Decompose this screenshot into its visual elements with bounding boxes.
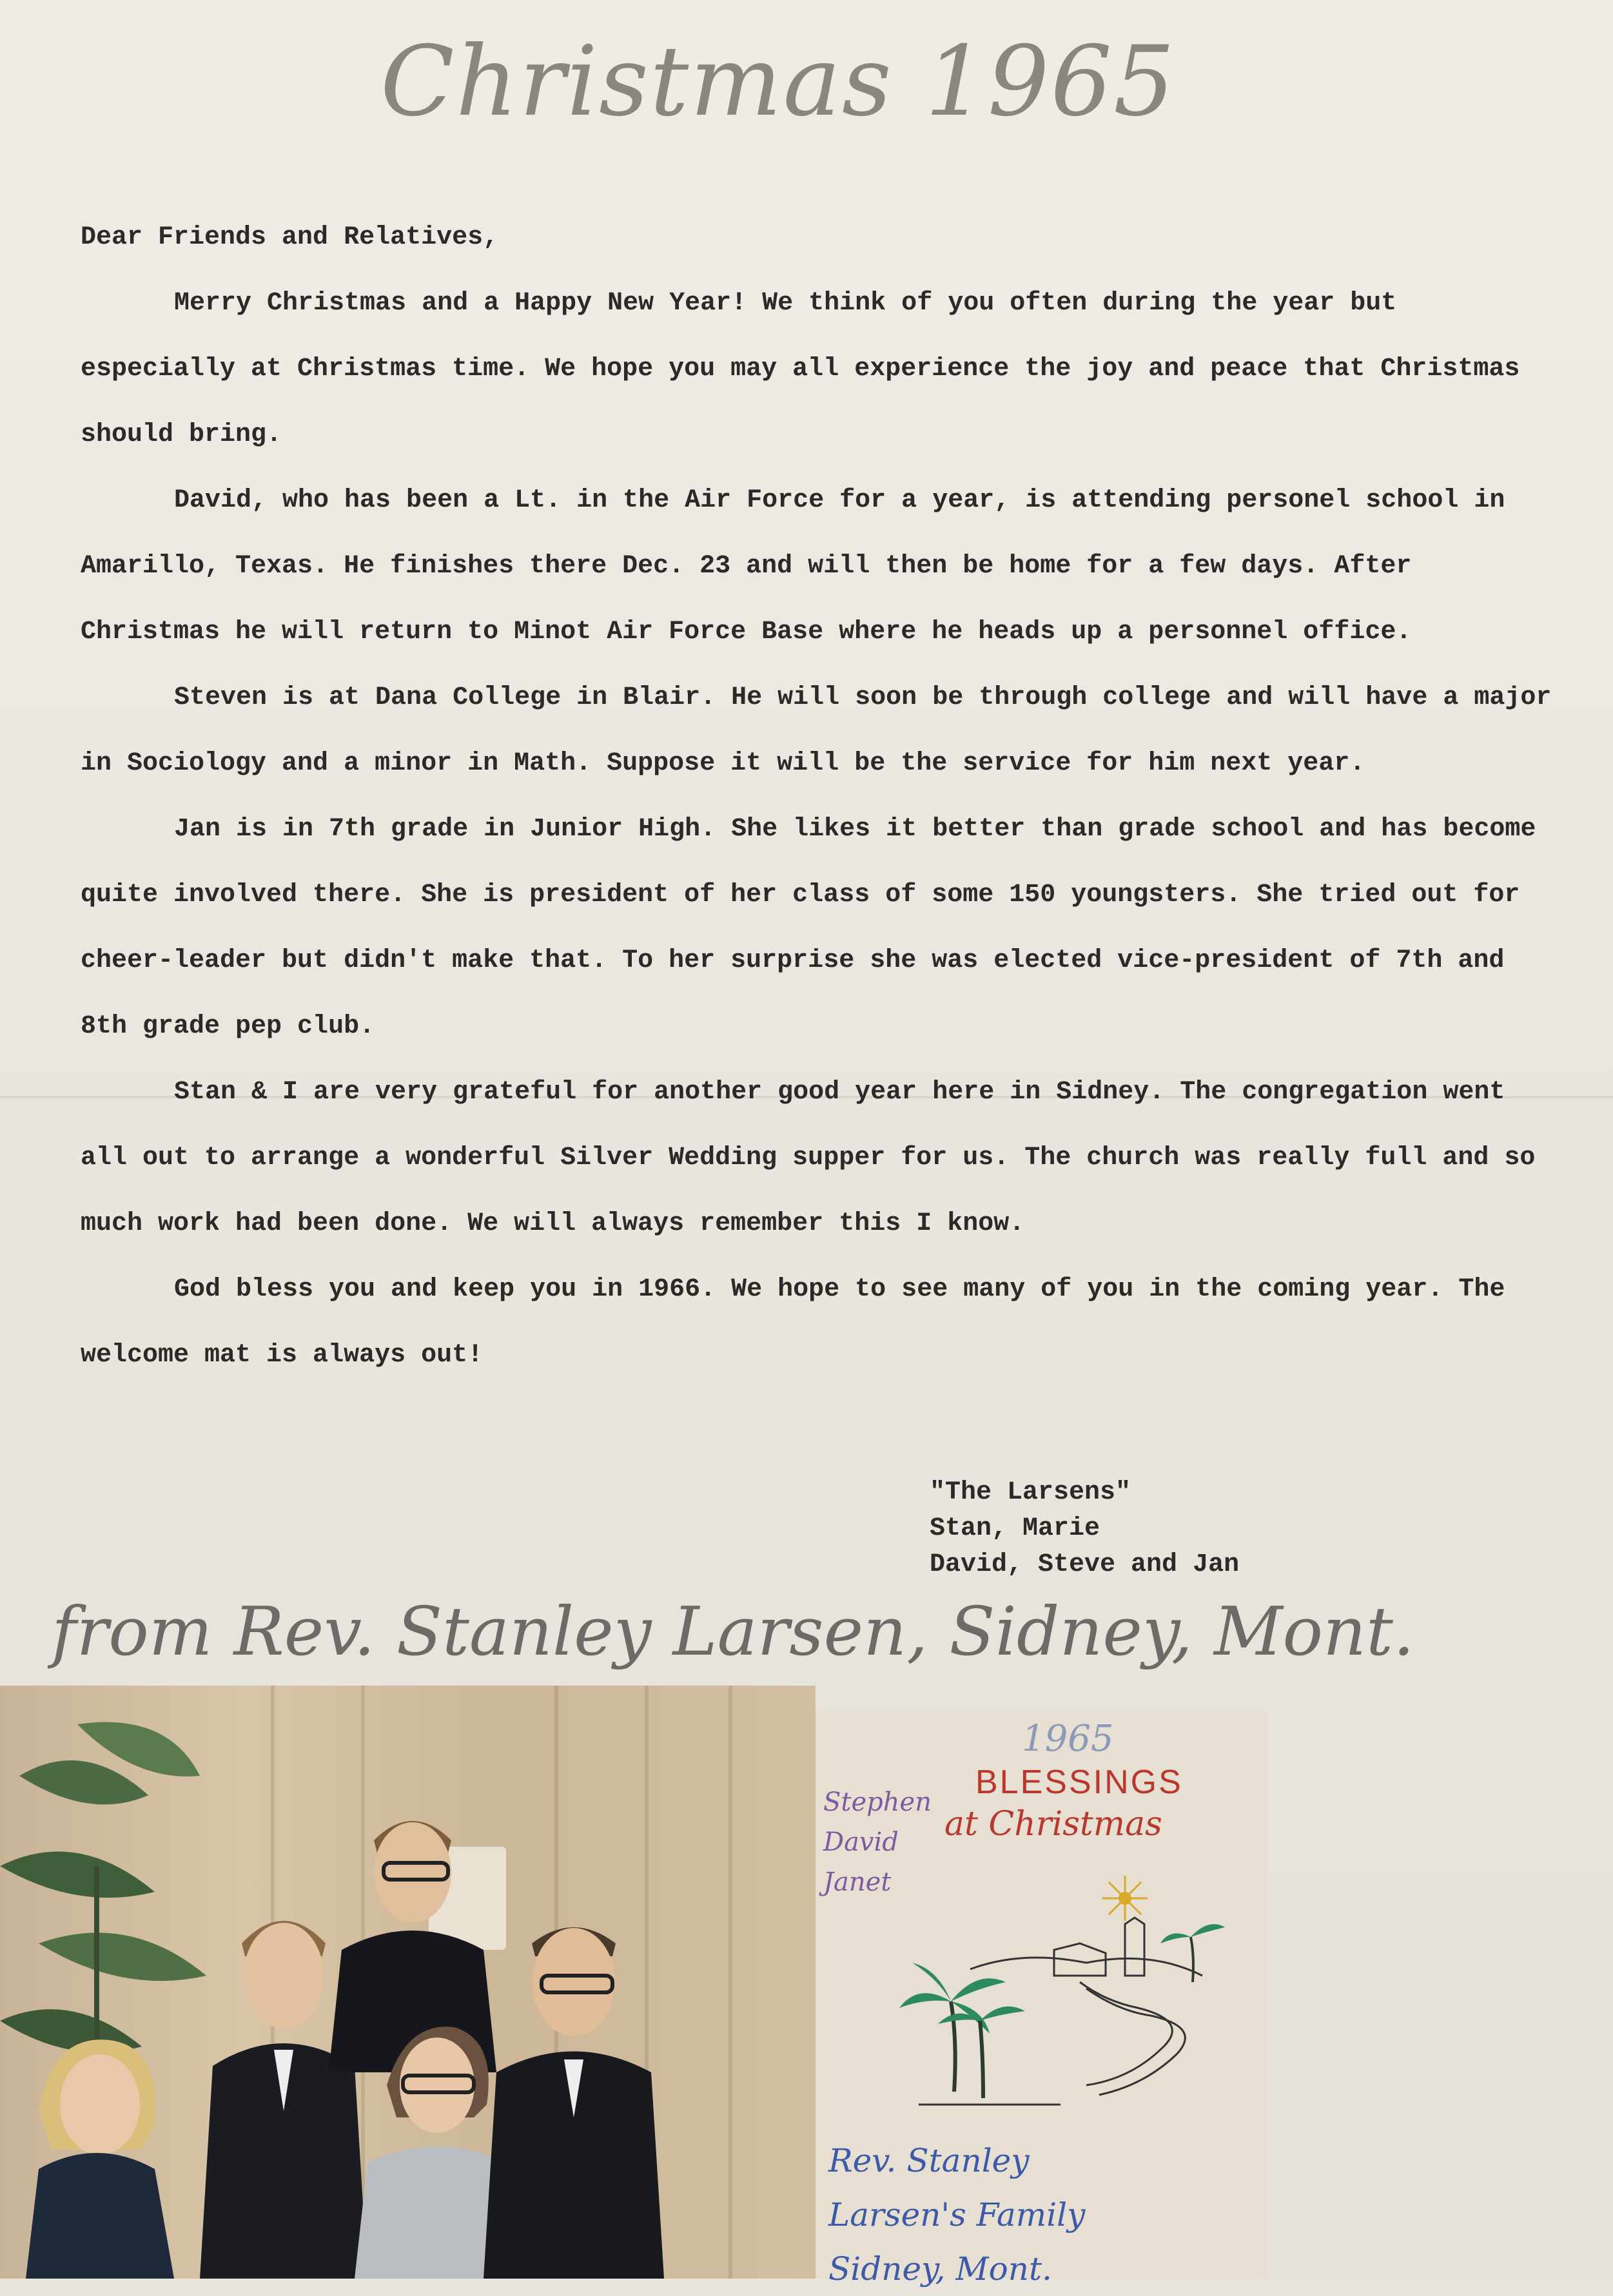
father-figure — [477, 1905, 670, 2279]
letter-greeting: Dear Friends and Relatives, — [81, 223, 499, 252]
letter-paragraph: Stan & I are very grateful for another good year here in Sidney. The congregation went all out to arrange a wonderful Silver Wedding supper for us. The church was really full and so much work had been done. We will always remember this I know. — [81, 1078, 1551, 1238]
letter-signature — [930, 1475, 1239, 1583]
card-name: Stephen — [823, 1787, 932, 1817]
letter-body — [81, 205, 1567, 1388]
card-address-line: Rev. Stanley — [828, 2142, 1030, 2179]
letter-paragraph: Steven is at Dana College in Blair. He will soon be through college and will have a major in Sociology and a minor in Math. Suppose it will be the service for him next year. — [81, 683, 1567, 778]
card-subtitle: at Christmas — [944, 1805, 1162, 1844]
signature-line: "The Larsens" — [930, 1478, 1131, 1507]
family-photo — [0, 1686, 816, 2279]
card-address-line: Sidney, Mont. — [828, 2250, 1052, 2288]
christmas-card — [816, 1711, 1267, 2288]
letter-paragraph: God bless you and keep you in 1966. We hope to see many of you in the coming year. The welcome mat is always out! — [81, 1275, 1521, 1370]
letter-paragraph: Merry Christmas and a Happy New Year! We think of you often during the year but especially at Christmas time. We hope you may all experience the joy and peace that Christmas should bring. — [81, 289, 1536, 449]
handwritten-return-address: from Rev. Stanley Larsen, Sidney, Mont. — [52, 1592, 1414, 1671]
card-title: BLESSINGS — [975, 1764, 1183, 1801]
palm-tree-icon — [899, 1963, 1025, 2098]
card-name: David — [823, 1827, 899, 1857]
card-address-handwritten — [828, 2134, 1085, 2296]
card-name: Janet — [823, 1867, 892, 1897]
daughter-figure — [13, 2021, 181, 2279]
bethlehem-scene-illustration — [893, 1873, 1228, 2143]
card-year-handwritten: 1965 — [1022, 1718, 1114, 1760]
card-address-line: Larsen's Family — [828, 2196, 1086, 2233]
curtain-fold — [728, 1686, 732, 2279]
letter-paragraph: David, who has been a Lt. in the Air Force for a year, is attending personel school in Amarillo, Texas. He finishes there Dec. 23 and will then be home for a few days. After Christmas he will return to Minot Air Force Base where he heads up a personnel office. — [81, 486, 1521, 647]
handwritten-heading: Christmas 1965 — [380, 26, 1177, 138]
small-palm-tree-icon — [1160, 1924, 1225, 1982]
star-icon — [1102, 1876, 1148, 1921]
signature-line: David, Steve and Jan — [930, 1550, 1240, 1579]
letter-paragraph: Jan is in 7th grade in Junior High. She likes it better than grade school and has become quite involved there. She is president of her class of some 150 youngsters. She tried out for cheer-leader but didn't make that. To her surprise she was elected vice-president of 7th and 8th grade pep club. — [81, 815, 1552, 1041]
signature-line: Stan, Marie — [930, 1514, 1100, 1543]
